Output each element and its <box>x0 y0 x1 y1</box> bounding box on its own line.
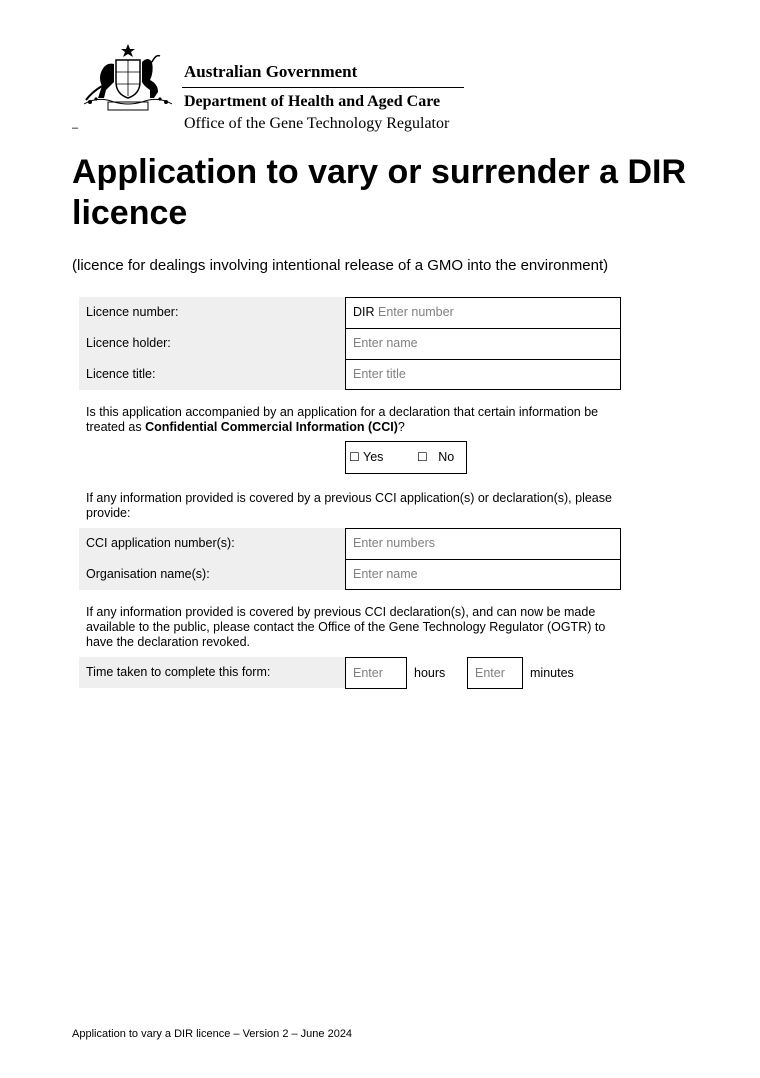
licence-holder-field[interactable] <box>345 328 621 359</box>
organisation-label: Organisation name(s): <box>79 559 345 590</box>
licence-number-label: Licence number: <box>79 297 345 328</box>
licence-title-label: Licence title: <box>79 359 345 390</box>
licence-holder-row <box>79 328 621 359</box>
licence-number-row <box>79 297 621 328</box>
cci-no-option[interactable] <box>417 442 454 473</box>
header-dash: – <box>72 122 79 134</box>
organisation-field[interactable] <box>345 559 621 590</box>
licence-holder-label: Licence holder: <box>79 328 345 359</box>
organisation-row <box>79 559 621 590</box>
licence-number-field[interactable] <box>345 297 621 328</box>
hours-placeholder: Enter <box>353 666 383 680</box>
cci-number-field[interactable] <box>345 528 621 559</box>
minutes-unit: minutes <box>530 666 574 680</box>
licence-holder-placeholder: Enter name <box>353 336 418 350</box>
cci-question-end: ? <box>397 420 405 434</box>
prev-cci-text: If any information provided is covered by a previous CCI application(s) or declaration(s), please provide: <box>86 491 612 520</box>
no-checkbox[interactable]: ☐ <box>417 450 428 464</box>
cci-question-bold: Confidential Commercial Information (CCI) <box>145 420 398 434</box>
header-rule <box>182 87 464 88</box>
office-name: Office of the Gene Technology Regulator <box>184 115 450 132</box>
department-name: Department of Health and Aged Care <box>184 93 441 110</box>
minutes-field[interactable] <box>467 657 523 689</box>
cci-number-row <box>79 528 621 559</box>
yes-label: Yes <box>363 450 384 464</box>
yes-checkbox[interactable]: ☐ <box>349 450 360 464</box>
cci-yes-no-group <box>345 441 467 474</box>
licence-number-placeholder: Enter number <box>378 305 454 319</box>
licence-title-field[interactable] <box>345 359 621 390</box>
licence-title-row <box>79 359 621 390</box>
page-footer: Application to vary a DIR licence – Version 2 – June 2024 <box>72 1028 353 1040</box>
cci-question <box>86 405 621 435</box>
minutes-placeholder: Enter <box>475 666 505 680</box>
cci-number-placeholder: Enter numbers <box>353 536 435 550</box>
cci-yes-option[interactable] <box>349 442 383 473</box>
cci-number-label: CCI application number(s): <box>79 528 345 559</box>
page-subtitle: (licence for dealings involving intentional release of a GMO into the environment) <box>72 257 609 274</box>
coat-of-arms-icon <box>78 42 178 114</box>
organisation-placeholder: Enter name <box>353 567 418 581</box>
cci-question-text: Is this application accompanied by an application for a declaration that certain information be treated as <box>86 405 599 434</box>
page-title: Application to vary or surrender a DIR licence <box>72 153 687 232</box>
hours-field[interactable] <box>345 657 407 689</box>
time-taken-label: Time taken to complete this form: <box>79 657 345 688</box>
public-note: If any information provided is covered by previous CCI declaration(s), and can now be made available to the public, please contact the Office of the Gene Technology Regulator (OGTR) to have the declaration revoked. <box>86 605 606 649</box>
government-name: Australian Government <box>184 62 358 81</box>
no-label: No <box>438 450 455 464</box>
licence-title-placeholder: Enter title <box>353 367 406 381</box>
hours-unit: hours <box>414 666 446 680</box>
licence-number-prefix: DIR <box>353 305 375 319</box>
